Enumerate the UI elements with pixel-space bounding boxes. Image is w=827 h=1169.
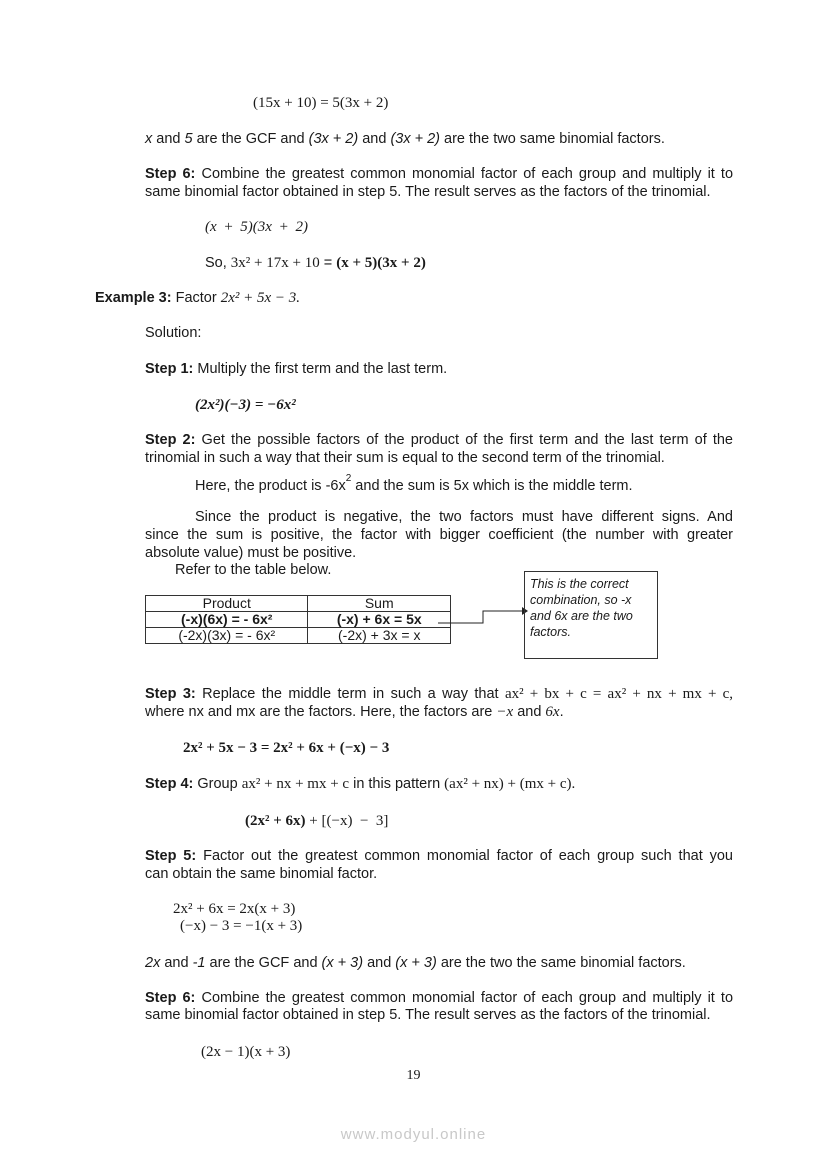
step5-eq1: 2x² + 6x = 2x(x + 3)	[173, 901, 296, 917]
eq-rest: + [(−x) − 3]	[305, 813, 389, 829]
so-rhs: (x + 5)(3x + 2)	[336, 255, 426, 271]
step1	[145, 361, 447, 377]
gcf-a: 2x	[145, 955, 161, 971]
eq-bold: (2x² + 6x)	[245, 813, 306, 829]
step-math: 6x	[545, 704, 560, 720]
table-cell-sum: (-x) + 6x = 5x	[308, 612, 451, 628]
step2-line1	[145, 432, 733, 448]
step4-equation	[245, 813, 388, 830]
so-eq: =	[319, 255, 337, 271]
step-math: ax² + nx + mx + c	[241, 776, 350, 792]
gcf-e: (x + 3)	[321, 955, 364, 971]
example3-label: Example 3:	[95, 290, 172, 306]
example3-expr: 2x² + 5x − 3.	[220, 290, 301, 306]
gcf-h: are the two the same binomial factors.	[436, 955, 686, 971]
here-text-2: and the sum is 5x which is the middle term.	[351, 478, 633, 494]
gcf-d: are the GCF and	[205, 955, 322, 971]
gcf-g: (x + 3)	[395, 955, 437, 971]
step-text: Group	[193, 776, 242, 792]
step-text: Replace the middle term in such a way that	[195, 686, 505, 702]
gcf-statement-2	[145, 955, 686, 971]
page-number: 19	[406, 1068, 421, 1083]
gcf-b: and	[160, 955, 193, 971]
step1-equation: (2x²)(−3) = −6x²	[195, 397, 296, 413]
step3-line1	[145, 686, 733, 703]
solution-label: Solution:	[145, 325, 202, 341]
factors-a: (x + 5)(3x + 2)	[205, 219, 309, 235]
step-label: Step 3:	[145, 686, 196, 702]
gcf-f: and	[363, 955, 396, 971]
step2-refer: Refer to the table below.	[175, 562, 332, 578]
gcf-c: -1	[192, 955, 206, 971]
step5-line2: can obtain the same binomial factor.	[145, 866, 378, 882]
factor-table	[145, 595, 451, 644]
table-header-row	[146, 596, 451, 612]
gcf-statement-1	[145, 131, 665, 147]
step-text: Combine the greatest common monomial factor of each group and multiply it to	[195, 166, 734, 182]
step-text: Get the possible factors of the product of the first term and the last term of the	[195, 432, 733, 448]
gcf-d: are the GCF and	[192, 131, 309, 147]
step-text: Factor out the greatest common monomial factor of each group such that you	[196, 848, 733, 864]
gcf-h: are the two same binomial factors.	[440, 131, 665, 147]
so-line	[205, 255, 426, 272]
step-text: .	[559, 704, 564, 720]
gcf-a: x	[145, 131, 153, 147]
step-label: Step 4:	[145, 776, 194, 792]
step-text: Combine the greatest common monomial factor of each group and multiply it to	[195, 990, 734, 1006]
here-sup: 2	[345, 473, 352, 484]
table-cell-sum: (-2x) + 3x = x	[308, 628, 451, 644]
table-row	[146, 628, 451, 644]
step2-line2: trinomial in such a way that their sum is equal to the second term of the trinomial.	[145, 450, 665, 466]
step-label: Step 1:	[145, 361, 194, 377]
gcf-g: (3x + 2)	[390, 131, 441, 147]
step2-since1: Since the product is negative, the two factors must have different signs. And	[195, 509, 733, 525]
step-text: and	[513, 704, 546, 720]
step2-since2: since the sum is positive, the factor with bigger coefficient (the number with greater	[145, 527, 733, 543]
step6a-line2: same binomial factor obtained in step 5. The result serves as the factors of the trinomial.	[145, 184, 711, 200]
step-math: −x	[496, 704, 514, 720]
so-lhs: 3x² + 17x + 10	[230, 255, 320, 271]
step4-line	[145, 776, 575, 793]
step2-here	[195, 473, 633, 494]
step-text: Multiply the first term and the last term.	[193, 361, 448, 377]
step-label: Step 5:	[145, 848, 197, 864]
gcf-c: 5	[184, 131, 193, 147]
step-math: (ax² + nx) + (mx + c).	[444, 776, 576, 792]
step6b-equation: (2x − 1)(x + 3)	[201, 1044, 291, 1060]
step2-since3: absolute value) must be positive.	[145, 545, 357, 561]
table-row	[146, 612, 451, 628]
gcf-e: (3x + 2)	[308, 131, 359, 147]
step6a-line1	[145, 166, 733, 182]
step-label: Step 6:	[145, 990, 196, 1006]
gcf-f: and	[358, 131, 391, 147]
step-label: Step 2:	[145, 432, 196, 448]
here-text: Here, the product is -6x	[195, 478, 346, 494]
table-cell-product: (-x)(6x) = - 6x²	[146, 612, 308, 628]
gcf-b: and	[152, 131, 185, 147]
step-label: Step 6:	[145, 166, 196, 182]
watermark: www.modyul.online	[340, 1126, 487, 1143]
step5-eq2: (−x) − 3 = −1(x + 3)	[180, 918, 303, 934]
step-text: in this pattern	[349, 776, 445, 792]
table-header: Sum	[308, 596, 451, 612]
table-cell-product: (-2x)(3x) = - 6x²	[146, 628, 308, 644]
so-prefix: So,	[205, 255, 231, 271]
step3-equation: 2x² + 5x − 3 = 2x² + 6x + (−x) − 3	[183, 740, 390, 756]
step3-line2	[145, 704, 564, 721]
example3-heading	[95, 290, 300, 307]
step5-line1	[145, 848, 733, 864]
step6b-line2: same binomial factor obtained in step 5. The result serves as the factors of the trinomial.	[145, 1007, 711, 1023]
step-math: ax² + bx + c = ax² + nx + mx + c,	[504, 686, 733, 702]
connector-arrow-icon	[438, 600, 528, 630]
equation-top: (15x + 10) = 5(3x + 2)	[253, 95, 389, 111]
step6b-line1	[145, 990, 733, 1006]
example3-text: Factor	[171, 290, 221, 306]
annotation-box: This is the correct combination, so -x and 6x are the two factors.	[524, 571, 658, 659]
step-text: where nx and mx are the factors. Here, the factors are	[145, 704, 497, 720]
table-header: Product	[146, 596, 308, 612]
